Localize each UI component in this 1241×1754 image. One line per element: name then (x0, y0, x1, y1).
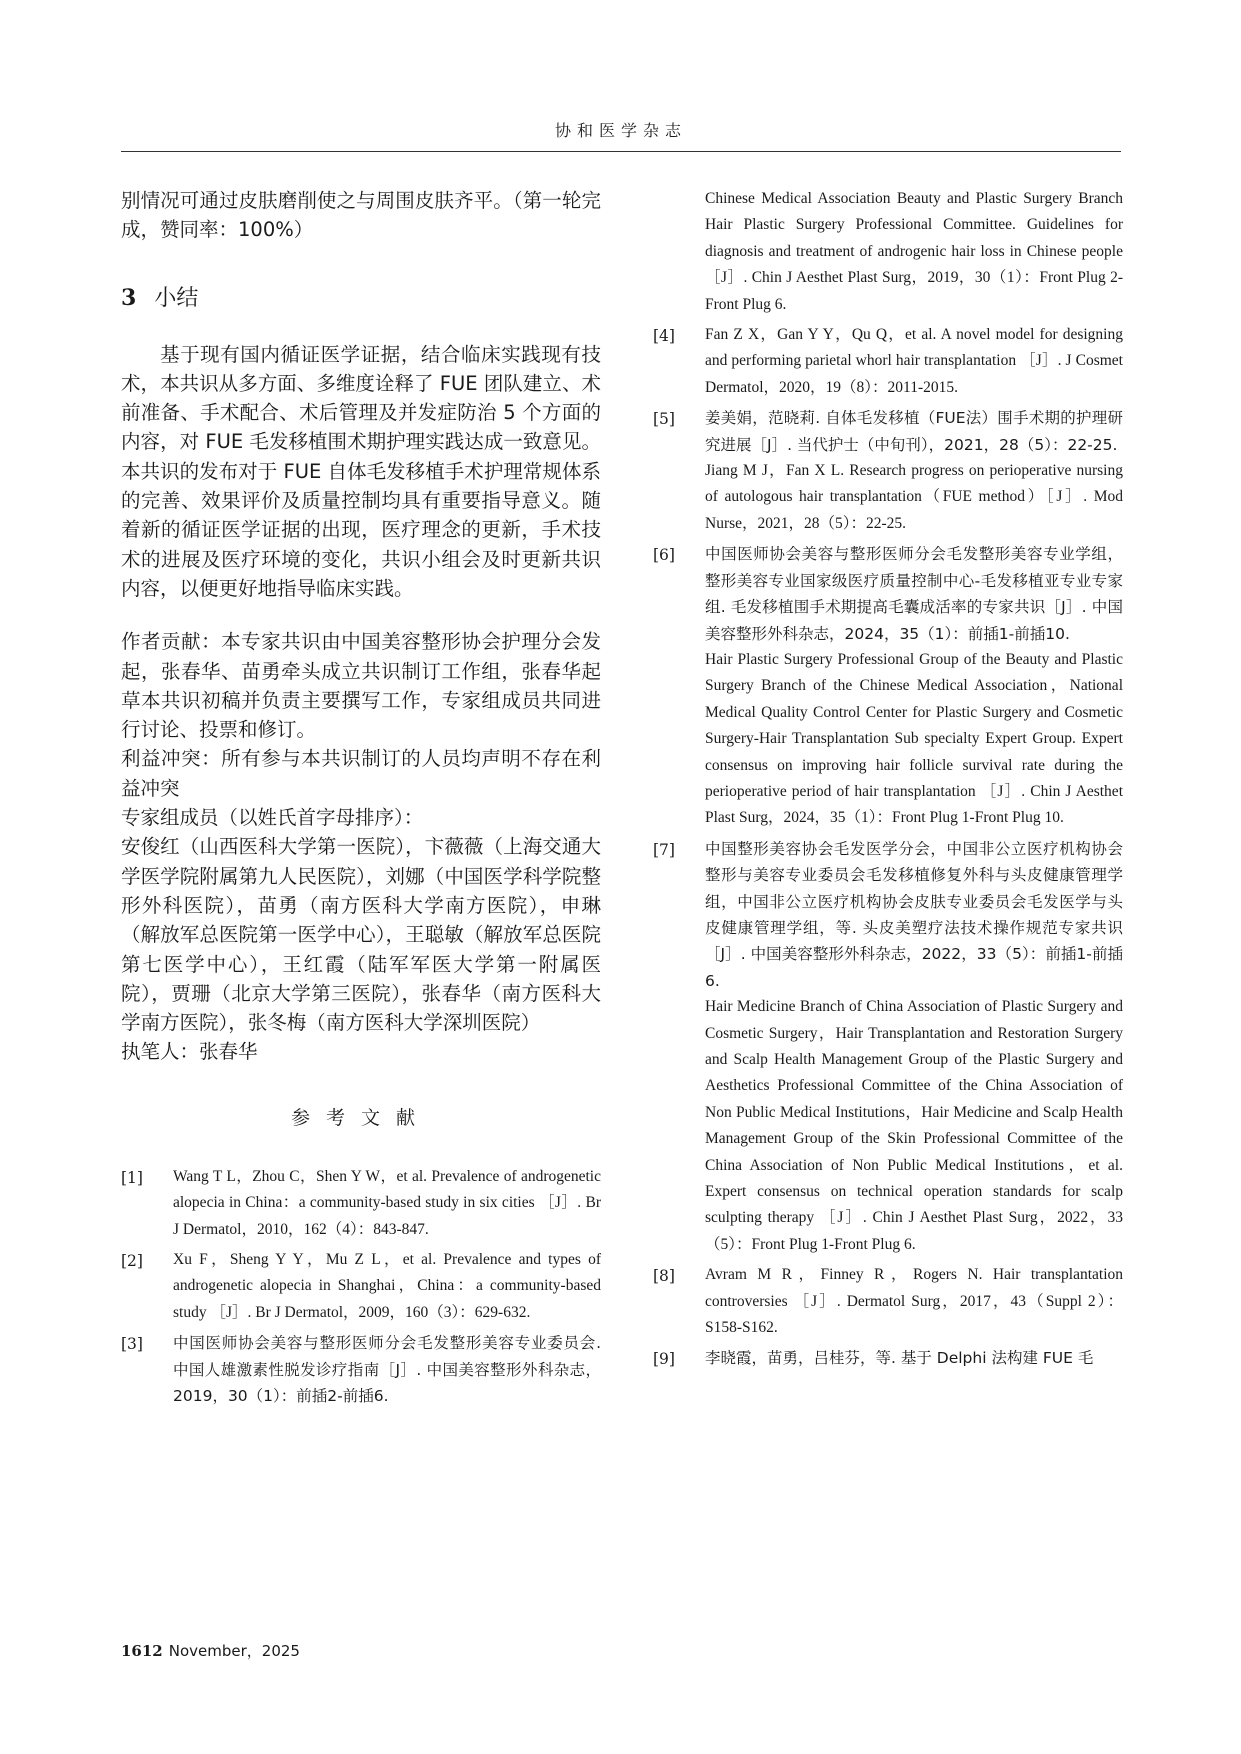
reference-tag: [1] (121, 1168, 143, 1187)
reference-item (121, 1330, 601, 1409)
members-label: 专家组成员（以姓氏首字母排序）： (121, 806, 424, 830)
header-rule (121, 151, 1121, 152)
reference-item (653, 836, 1123, 1259)
summary-paragraph: 基于现有国内循证医学证据，结合临床实践现有技术，本共识从多方面、多维度诠释了 FUE 团队建立、术前准备、手术配合、术后管理及并发症防治 5 个方面的内容，对 FUE 毛发移植围术期护理实践达成一致意见。本共识的发布对于 FUE 自体毛发移植手术护理常规体系的完善、效果评价及质量控制均具有重要指导意义。随着新的循证医学证据的出现，医疗理念的更新，手术技术的进展及医疗环境的变化，共识小组会及时更新共识内容，以便更好地指导临床实践。 (121, 342, 601, 600)
reference-text: Fan Z X，Gan Y Y，Qu Q，et al. A novel model for designing and performing parietal whorl hair transplantation ［J］. J Cosmet Dermatol，2020，19（8）：2011-2015. (705, 326, 1123, 396)
reference-item (653, 405, 1123, 537)
section-number: 3 (121, 284, 137, 311)
reference-text: Wang T L，Zhou C，Shen Y W，et al. Prevalence of androgenetic alopecia in China：a community-based study in six cities ［J］. Br J Dermatol，2010，162（4）：843-847. (173, 1167, 601, 1238)
left-column (121, 186, 601, 1413)
reference-item (653, 1262, 1123, 1341)
section-heading (121, 281, 601, 312)
reference-text-cn: 姜美娟，范晓莉. 自体毛发移植（FUE法）围手术期的护理研究进展［J］. 当代护士（中旬刊），2021，28（5）：22-25. (705, 409, 1123, 454)
reference-text: Jiang M J，Fan X L. Research progress on perioperative nursing of autologous hair transplantation（FUE method）［J］. Mod Nurse，2021，28（5）：22-25. (705, 462, 1123, 532)
reference-text: Chinese Medical Association Beauty and Plastic Surgery Branch Hair Plastic Surgery Professional Committee. Guidelines for diagnosis and treatment of androgenic hair loss in Chinese people ［J］. Chin J Aesthet Plast Surg，2019，30（1）：Front Plug 2-Front Plug 6. (705, 190, 1123, 313)
reference-item (121, 1164, 601, 1243)
reference-text-cn: 中国整形美容协会毛发医学分会，中国非公立医疗机构协会整形与美容专业委员会毛发移植修复外科与头皮健康管理学组，中国非公立医疗机构协会皮肤专业委员会毛发医学与头皮健康管理学组，等. 头皮美塑疗法技术操作规范专家共识［J］. 中国美容整形外科杂志，2022，33（5）：前插1-前插6. (705, 839, 1123, 990)
reference-item (653, 1345, 1123, 1371)
reference-tag: [4] (653, 327, 675, 346)
reference-item (653, 541, 1123, 831)
reference-tag: [6] (653, 546, 675, 565)
conflict-paragraph: 利益冲突：所有参与本共识制订的人员均声明不存在利益冲突 (121, 747, 601, 800)
reference-tag: [3] (121, 1335, 143, 1354)
writer-line: 执笔人：张春华 (121, 1040, 258, 1064)
page-number: 1612 (121, 1642, 163, 1660)
reference-item (121, 1247, 601, 1326)
reference-tag: [9] (653, 1350, 675, 1369)
reference-tag: [7] (653, 840, 675, 859)
reference-tag: [2] (121, 1251, 143, 1270)
journal-header: 协和医学杂志 (554, 121, 687, 140)
reference-text-cn: 中国医师协会美容与整形医师分会毛发整形美容专业委员会. 中国人雄激素性脱发诊疗指南［J］. 中国美容整形外科杂志，2019，30（1）：前插2-前插6. (173, 1334, 601, 1405)
reference-text-cn: 李晓霞，苗勇，吕桂芬，等. 基于 Delphi 法构建 FUE 毛 (705, 1349, 1094, 1368)
page-footer (121, 1640, 300, 1661)
right-column (653, 186, 1123, 1376)
reference-text: Hair Plastic Surgery Professional Group of the Beauty and Plastic Surgery Branch of the Chinese Medical Association，National Medical Quality Control Center for Plastic Surgery and Cosmetic Surgery-Hair Transplantation Sub specialty Expert Group. Expert consensus on improving hair follicle survival rate during the perioperative period of hair transplantation ［J］. Chin J Aesthet Plast Surg，2024，35（1）：Front Plug 1-Front Plug 10. (705, 650, 1123, 827)
paragraph-continued: 别情况可通过皮肤磨削使之与周围皮肤齐平。（第一轮完成，赞同率：100%） (121, 189, 601, 242)
reference-item (653, 322, 1123, 401)
section-title: 小结 (154, 285, 199, 311)
reference-text: Xu F，Sheng Y Y，Mu Z L，et al. Prevalence and types of androgenetic alopecia in Shanghai，China：a community-based study ［J］. Br J Dermatol，2009，160（3）：629-632. (173, 1250, 601, 1321)
reference-text-cn: 中国医师协会美容与整形医师分会毛发整形美容专业学组，整形美容专业国家级医疗质量控制中心-毛发移植亚专业专家组. 毛发移植围手术期提高毛囊成活率的专家共识［J］. 中国美容整形外科杂志，2024，35（1）：前插1-前插10. (705, 545, 1123, 643)
reference-continued (653, 186, 1123, 318)
members-list: 安俊红（山西医科大学第一医院），卞薇薇（上海交通大学医学院附属第九人民医院），刘娜（中国医学科学院整形外科医院），苗勇（南方医科大学南方医院），申琳（解放军总医院第一医学中心），王聪敏（解放军总医院第七医学中心），王红霞（陆军军医大学第一附属医院），贾珊（北京大学第三医院），张春华（南方医科大学南方医院），张冬梅（南方医科大学深圳医院） (121, 835, 601, 1035)
reference-tag: [8] (653, 1267, 675, 1286)
reference-tag: [5] (653, 410, 675, 429)
issue-date: November，2025 (168, 1642, 300, 1660)
contribution-paragraph: 作者贡献：本专家共识由中国美容整形协会护理分会发起，张春华、苗勇牵头成立共识制订工作组，张春华起草本共识初稿并负责主要撰写工作，专家组成员共同进行讨论、投票和修订。 (121, 630, 601, 742)
reference-text: Avram M R，Finney R，Rogers N. Hair transplantation controversies ［J］. Dermatol Surg，2017，43（Suppl 2）：S158-S162. (705, 1266, 1123, 1337)
reference-text: Hair Medicine Branch of China Association of Plastic Surgery and Cosmetic Surgery，Hair Transplantation and Restoration Surgery and Scalp Health Management Group of the Plastic Surgery and Aesthetics Professional Committee of the China Association of Non Public Medical Institutions，Hair Medicine and Scalp Health Management Group of the Skin Professional Committee of the China Association of Non Public Medical Institutions，et al. Expert consensus on technical operation standards for scalp sculpting therapy ［J］. Chin J Aesthet Plast Surg，2022，33（5）：Front Plug 1-Front Plug 6. (705, 998, 1123, 1253)
references-heading: 参考文献 (290, 1106, 431, 1129)
